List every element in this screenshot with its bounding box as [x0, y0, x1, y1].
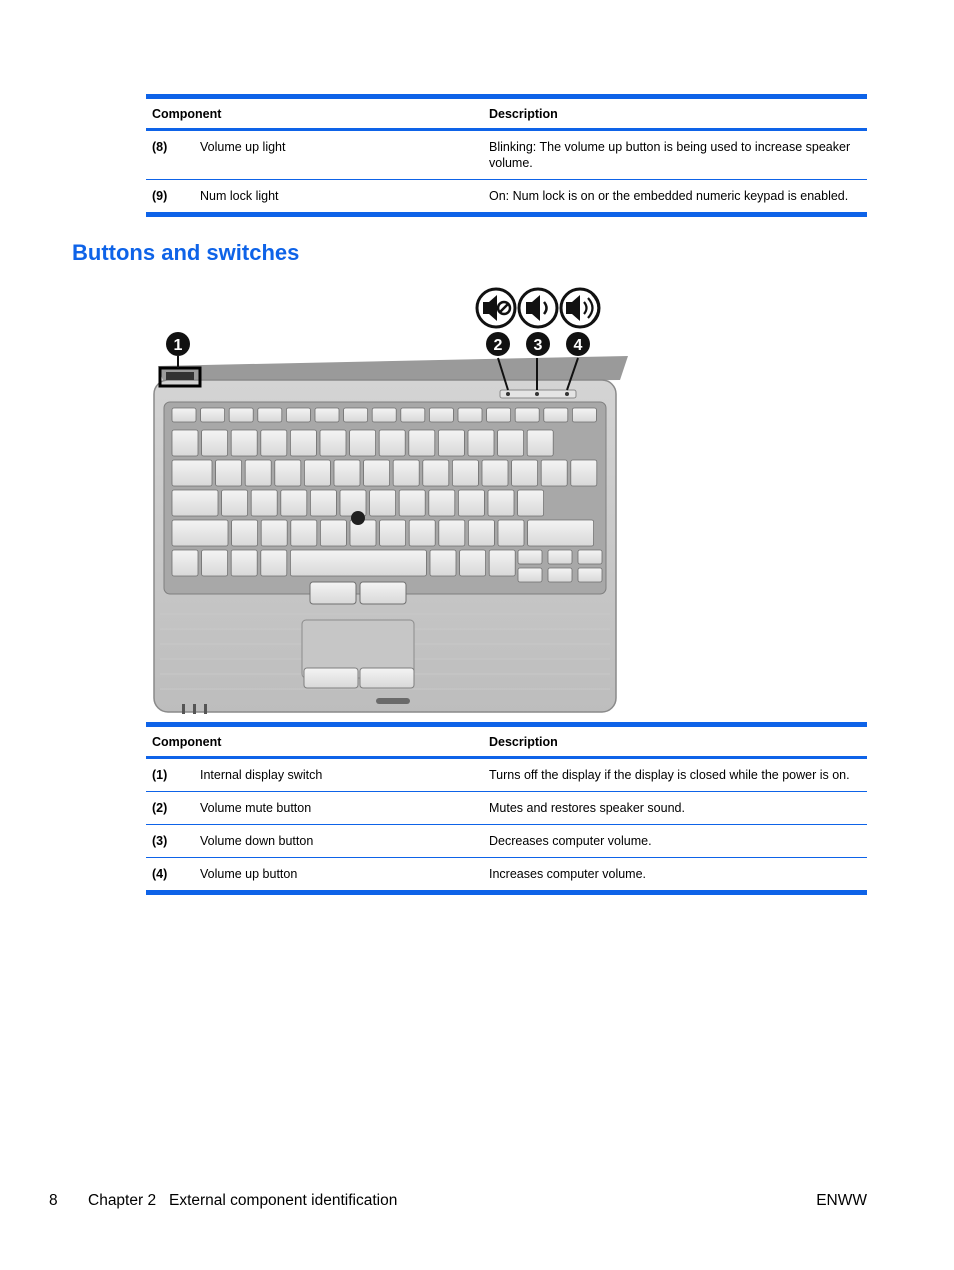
keyboard-key — [572, 408, 596, 422]
keyboard-key — [281, 490, 307, 516]
row-number: (3) — [146, 825, 194, 858]
keyboard-key — [468, 520, 494, 546]
page-number: 8 — [49, 1192, 58, 1209]
keyboard-figure — [150, 284, 632, 720]
keyboard-key — [515, 408, 539, 422]
table-row — [146, 825, 867, 858]
pointing-stick-right-button — [360, 582, 406, 604]
section-title: Buttons and switches — [72, 240, 300, 265]
row-description: Increases computer volume. — [483, 858, 868, 893]
table-header-row — [146, 725, 867, 758]
keyboard-key — [430, 550, 456, 576]
keyboard-key — [315, 408, 339, 422]
keyboard-key — [527, 430, 553, 456]
keyboard-key — [487, 408, 511, 422]
keyboard-key — [364, 460, 390, 486]
svg-text:3: 3 — [533, 337, 543, 354]
volume-up-icon — [561, 289, 599, 327]
header-component: Component — [146, 97, 483, 130]
keyboard-key — [468, 430, 494, 456]
row-description: Decreases computer volume. — [483, 825, 868, 858]
table-row — [146, 180, 867, 215]
pointing-stick — [351, 511, 365, 525]
pointing-stick-left-button — [310, 582, 356, 604]
keyboard-key — [340, 490, 366, 516]
keyboard-key — [372, 408, 396, 422]
keyboard-key — [286, 408, 310, 422]
keyboard-key — [429, 408, 453, 422]
keyboard-key — [202, 550, 228, 576]
row-component: Internal display switch — [194, 758, 483, 792]
chapter-title: Chapter 2 External component identification — [88, 1192, 398, 1209]
keyboard-key — [518, 568, 542, 582]
header-description: Description — [483, 725, 868, 758]
keyboard-key — [320, 520, 346, 546]
callout-3 — [526, 332, 550, 356]
keyboard-key — [172, 490, 218, 516]
keyboard-key — [544, 408, 568, 422]
keyboard-key — [350, 430, 376, 456]
volume-mute-icon — [477, 289, 515, 327]
keyboard-key — [439, 520, 465, 546]
keyboard-key — [222, 490, 248, 516]
keyboard-key — [350, 520, 376, 546]
keyboard-keys — [172, 408, 602, 582]
keyboard-key — [290, 550, 426, 576]
keyboard-key — [172, 520, 228, 546]
keyboard-key — [231, 430, 257, 456]
keyboard-key — [482, 460, 508, 486]
keyboard-key — [310, 490, 336, 516]
keyboard-key — [261, 520, 287, 546]
keyboard-key — [458, 408, 482, 422]
row-number: (1) — [146, 758, 194, 792]
keyboard-key — [548, 550, 572, 564]
footer-locale: ENWW — [816, 1192, 867, 1209]
keyboard-key — [290, 430, 316, 456]
keyboard-key — [578, 568, 602, 582]
keyboard-key — [370, 490, 396, 516]
keyboard-key — [548, 568, 572, 582]
keyboard-key — [251, 490, 277, 516]
keyboard-key — [261, 430, 287, 456]
keyboard-key — [320, 430, 346, 456]
keyboard-key — [245, 460, 271, 486]
keyboard-key — [232, 520, 258, 546]
table-row — [146, 858, 867, 893]
keyboard-key — [231, 550, 257, 576]
keyboard-key — [172, 408, 196, 422]
keyboard-key — [216, 460, 242, 486]
row-description: Blinking: The volume up button is being used to increase speaker volume. — [483, 130, 868, 180]
touchpad-right-button — [360, 668, 414, 688]
svg-text:2: 2 — [493, 337, 503, 354]
svg-text:4: 4 — [573, 337, 583, 354]
keyboard-key — [571, 460, 597, 486]
volume-mute-button — [506, 392, 510, 396]
callout-2 — [486, 332, 510, 356]
row-number: (8) — [146, 130, 194, 180]
keyboard-key — [172, 430, 198, 456]
row-component: Volume up button — [194, 858, 483, 893]
table-row — [146, 130, 867, 180]
row-component: Volume mute button — [194, 792, 483, 825]
keyboard-key — [258, 408, 282, 422]
row-number: (2) — [146, 792, 194, 825]
keyboard-key — [409, 520, 435, 546]
svg-text:1: 1 — [173, 337, 183, 354]
callout-4 — [566, 332, 590, 356]
keyboard-key — [261, 550, 287, 576]
keyboard-key — [172, 550, 198, 576]
keyboard-key — [498, 430, 524, 456]
keyboard-key — [518, 490, 544, 516]
volume-down-icon — [519, 289, 557, 327]
keyboard-key — [379, 430, 405, 456]
keyboard-key — [438, 430, 464, 456]
row-description: Turns off the display if the display is closed while the power is on. — [483, 758, 868, 792]
keyboard-key — [401, 408, 425, 422]
keyboard-key — [512, 460, 538, 486]
keyboard-key — [458, 490, 484, 516]
keyboard-key — [229, 408, 253, 422]
keyboard-key — [202, 430, 228, 456]
internal-display-switch — [166, 372, 194, 380]
component-table-lights — [146, 94, 867, 217]
component-table-buttons — [146, 722, 867, 895]
keyboard-key — [393, 460, 419, 486]
header-component: Component — [146, 725, 483, 758]
callout-1 — [166, 332, 190, 356]
table-header-row — [146, 97, 867, 130]
table-row — [146, 758, 867, 792]
keyboard-key — [172, 460, 212, 486]
keyboard-key — [429, 490, 455, 516]
row-description: On: Num lock is on or the embedded numeric keypad is enabled. — [483, 180, 868, 215]
display-release-latch — [376, 698, 410, 704]
keyboard-key — [452, 460, 478, 486]
keyboard-key — [399, 490, 425, 516]
keyboard-key — [528, 520, 594, 546]
keyboard-key — [498, 520, 524, 546]
keyboard-key — [460, 550, 486, 576]
keyboard-key — [334, 460, 360, 486]
keyboard-key — [578, 550, 602, 564]
volume-up-button — [565, 392, 569, 396]
keyboard-key — [201, 408, 225, 422]
keyboard-key — [488, 490, 514, 516]
touchpad-left-button — [304, 668, 358, 688]
table-row — [146, 792, 867, 825]
keyboard-key — [489, 550, 515, 576]
row-component: Volume up light — [194, 130, 483, 180]
keyboard-key — [409, 430, 435, 456]
keyboard-key — [380, 520, 406, 546]
header-description: Description — [483, 97, 868, 130]
keyboard-key — [304, 460, 330, 486]
row-number: (9) — [146, 180, 194, 215]
keyboard-key — [518, 550, 542, 564]
keyboard-key — [275, 460, 301, 486]
keyboard-key — [423, 460, 449, 486]
keyboard-key — [344, 408, 368, 422]
row-description: Mutes and restores speaker sound. — [483, 792, 868, 825]
row-component: Volume down button — [194, 825, 483, 858]
volume-down-button — [535, 392, 539, 396]
keyboard-key — [291, 520, 317, 546]
row-number: (4) — [146, 858, 194, 893]
row-component: Num lock light — [194, 180, 483, 215]
keyboard-key — [541, 460, 567, 486]
